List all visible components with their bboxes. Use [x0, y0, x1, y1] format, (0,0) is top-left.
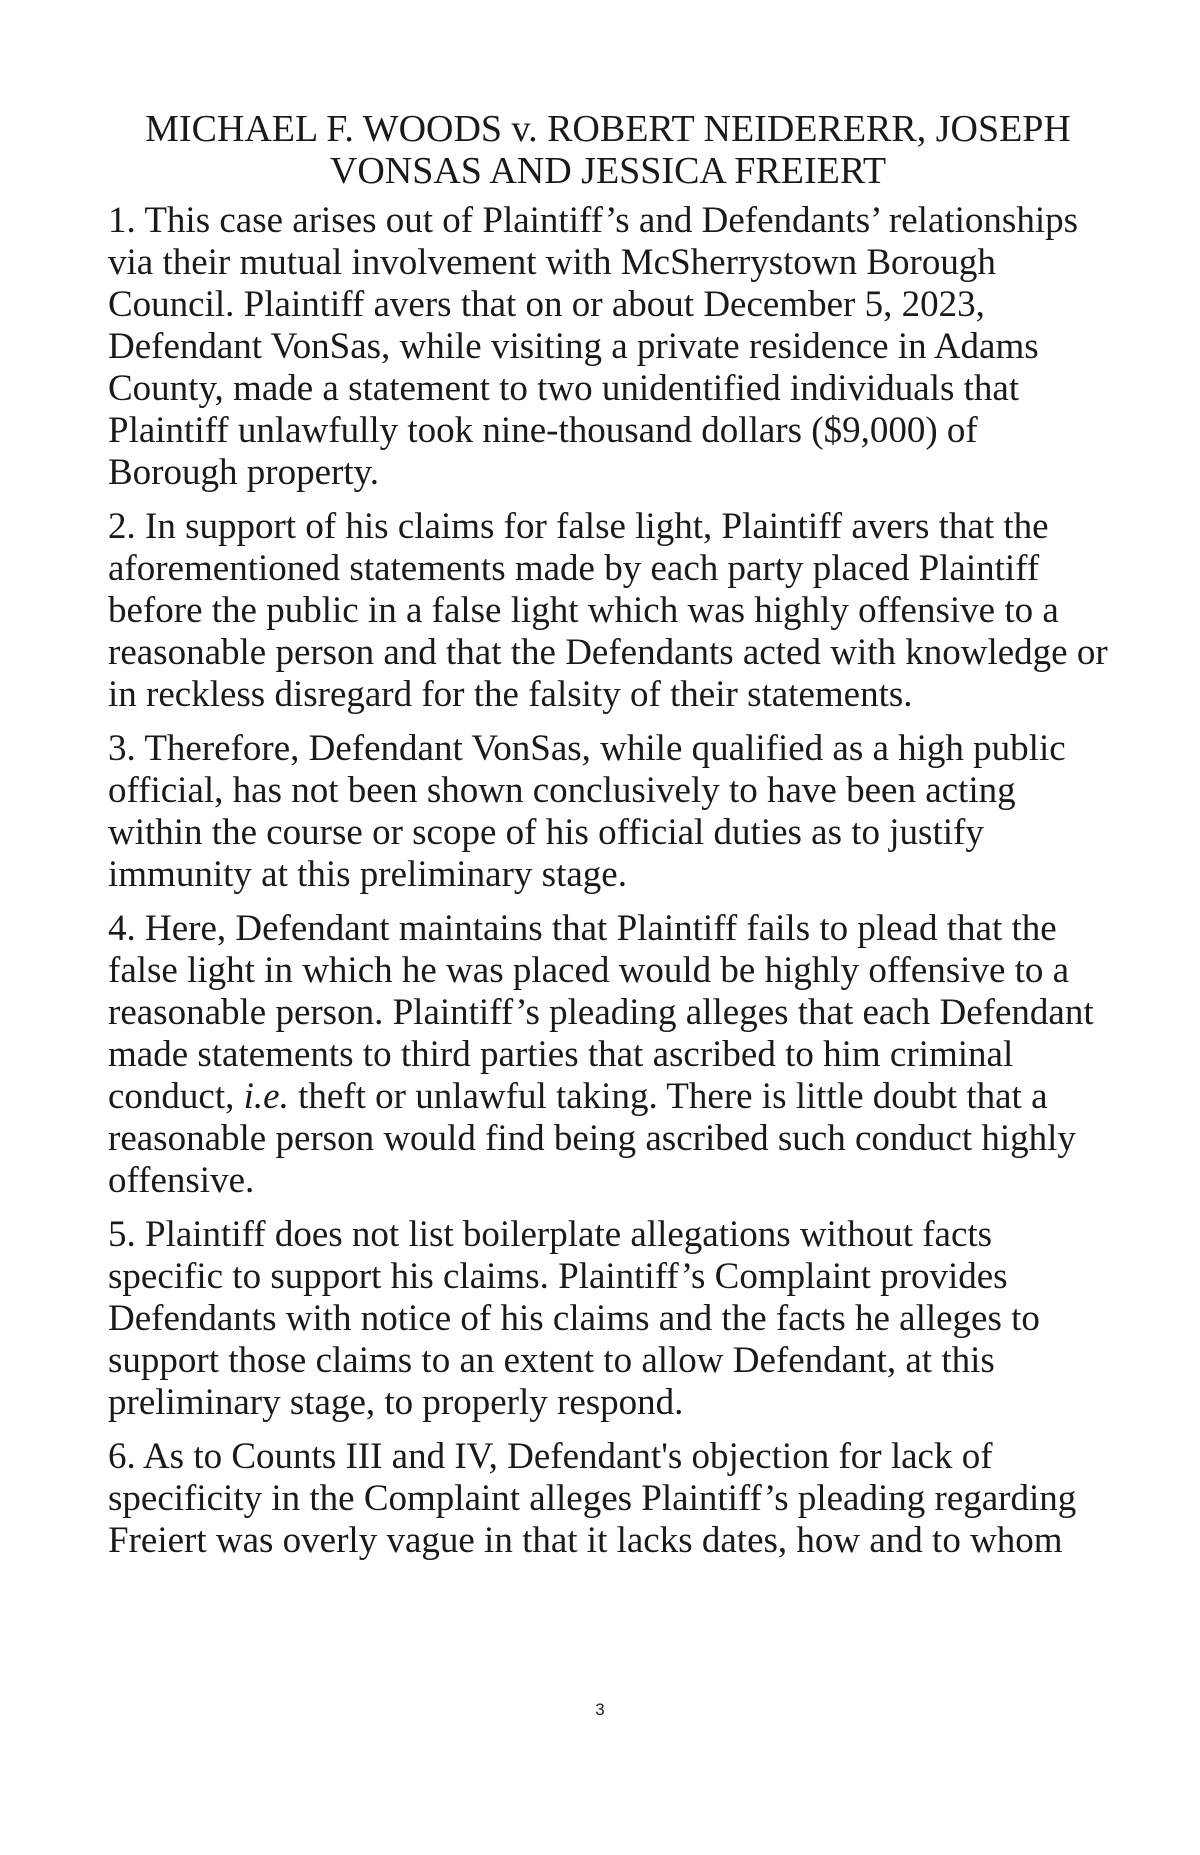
paragraph-4-italic-ie: i.e. [243, 1076, 289, 1117]
paragraph-6: 6. As to Counts III and IV, Defendant's objection for lack of specificity in the Complaint alleges Plaintiff’s pleading regarding Freiert was overly vague in that it lacks dates, how and to whom [108, 1436, 1077, 1561]
case-title-line-1: MICHAEL F. WOODS v. ROBERT NEIDERERR, JOSEPH [145, 108, 1071, 150]
paragraph-4-text-start: 4. Here, Defendant maintains that Plaintiff fails to plead that the false light in which he was placed would be highly offensive to a reasonable person. Plaintiff’s pleading alleges that each Defendant made statements to third parties that ascribed to him criminal conduct, [108, 908, 1094, 1117]
paragraph-2: 2. In support of his claims for false light, Plaintiff avers that the aforementioned statements made by each party placed Plaintiff before the public in a false light which was highly offensive to a reasonable person and that the Defendants acted with knowledge or in reckless disregard for the falsity of their statements. [108, 506, 1108, 715]
paragraph-1: 1. This case arises out of Plaintiff’s and Defendants’ relationships via their mutual involvement with McSherrystown Borough Council. Plaintiff avers that on or about December 5, 2023, Defendant VonSas, while visiting a private residence in Adams County, made a statement to two unidentified individuals that Plaintiff unlawfully took nine-thousand dollars ($9,000) of Borough property. [108, 200, 1079, 493]
page-number: 3 [595, 1700, 605, 1719]
case-title-line-2: VONSAS AND JESSICA FREIERT [329, 150, 887, 192]
paragraph-3: 3. Therefore, Defendant VonSas, while qualified as a high public official, has not been shown conclusively to have been acting within the course or scope of his official duties as to justify immunity at this preliminary stage. [108, 728, 1066, 895]
case-title [108, 108, 1108, 192]
paragraph-4-text-end: theft or unlawful taking. There is little doubt that a reasonable person would find being ascribed such conduct highly offensive. [108, 1076, 1076, 1201]
paragraph-4 [108, 908, 1108, 1202]
document-page [108, 108, 1108, 1574]
paragraph-5: 5. Plaintiff does not list boilerplate allegations without facts specific to support his claims. Plaintiff’s Complaint provides Defendants with notice of his claims and the facts he alleges to support those claims to an extent to allow Defendant, at this preliminary stage, to properly respond. [108, 1214, 1040, 1423]
